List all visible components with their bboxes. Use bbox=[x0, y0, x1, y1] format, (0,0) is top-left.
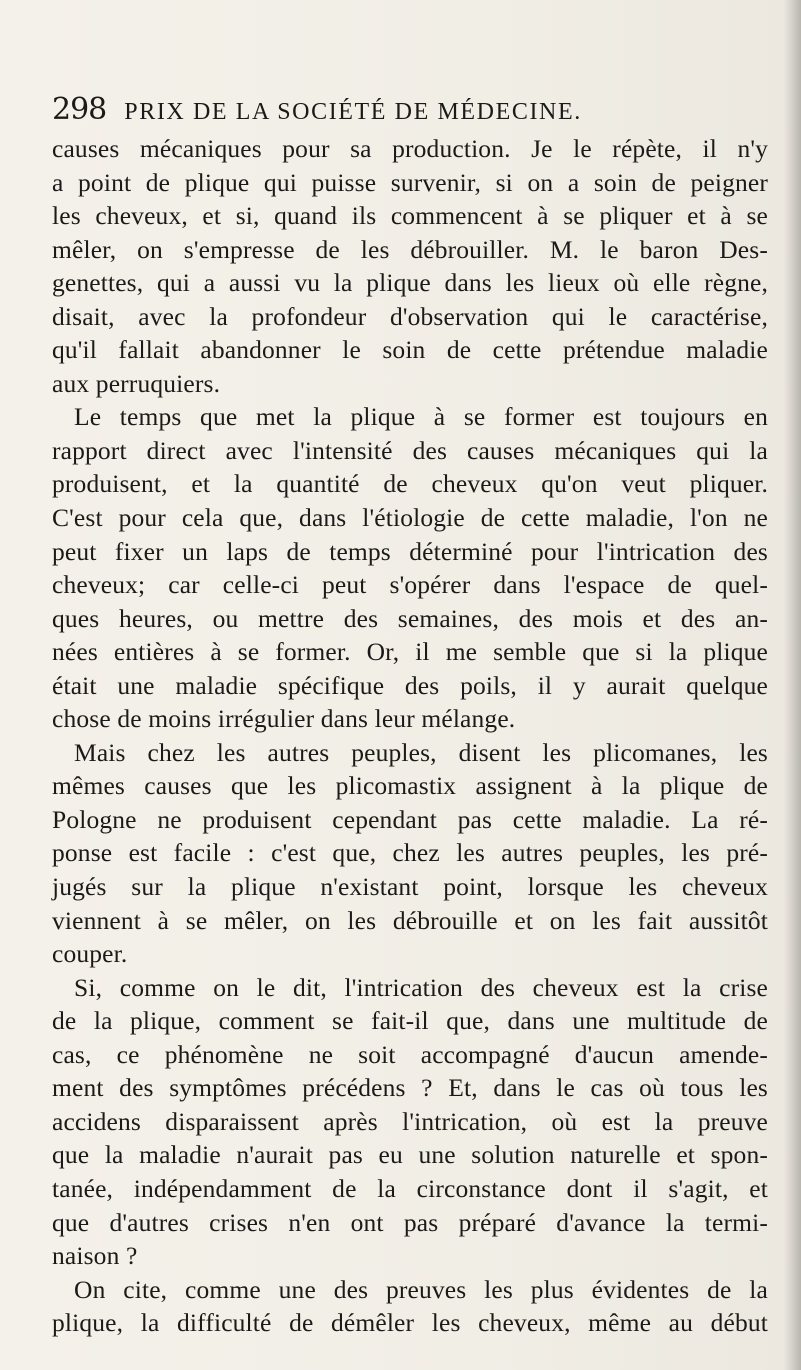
text-line: Le temps que met la plique à se former est toujours en bbox=[74, 402, 768, 432]
paragraph-end-line: aux perruquiers. bbox=[52, 368, 221, 398]
text-line: genettes, qui a aussi vu la plique dans les lieux où elle règne, bbox=[52, 268, 768, 298]
text-line: disait, avec la profondeur d'observation qui le caractérise, bbox=[52, 301, 768, 331]
paragraph-end-line: couper. bbox=[52, 939, 128, 969]
text-line: peut fixer un laps de temps déterminé pour l'intrication des bbox=[52, 536, 768, 566]
text-line: que la maladie n'aurait pas eu une solution naturelle et spon- bbox=[52, 1140, 768, 1170]
running-head-title: PRIX DE LA SOCIÉTÉ DE MÉDECINE. bbox=[124, 99, 582, 125]
text-line: plique, la difficulté de démêler les cheveux, même au début bbox=[52, 1308, 768, 1338]
text-line: On cite, comme une des preuves les plus évidentes de la bbox=[74, 1274, 768, 1304]
text-line: cheveux; car celle-ci peut s'opérer dans l'espace de quel- bbox=[52, 570, 768, 600]
text-line: viennent à se mêler, on les débrouille et on les fait aussitôt bbox=[52, 905, 768, 935]
text-line: mêler, on s'empresse de les débrouiller. M. le baron Des- bbox=[52, 234, 768, 264]
text-line: nées entières à se former. Or, il me semble que si la plique bbox=[52, 637, 768, 667]
page-number: 298 bbox=[52, 92, 107, 127]
text-line: cas, ce phénomène ne soit accompagné d'aucun amende- bbox=[52, 1039, 768, 1069]
text-line: mêmes causes que les plicomastix assignent à la plique de bbox=[52, 771, 768, 801]
paragraph-end-line: naison ? bbox=[52, 1241, 138, 1271]
text-line: Mais chez les autres peuples, disent les plicomanes, les bbox=[74, 737, 768, 767]
text-line: a point de plique qui puisse survenir, si on a soin de peigner bbox=[52, 167, 768, 197]
running-head bbox=[52, 92, 752, 130]
text-line: causes mécaniques pour sa production. Je le répète, il n'y bbox=[52, 134, 768, 163]
text-line: était une maladie spécifique des poils, il y aurait quelque bbox=[52, 670, 768, 700]
text-line: que d'autres crises n'en ont pas préparé d'avance la termi- bbox=[52, 1207, 768, 1237]
body-text bbox=[52, 132, 768, 1340]
text-line: Si, comme on le dit, l'intrication des cheveux est la crise bbox=[74, 972, 768, 1002]
text-line: produisent, et la quantité de cheveux qu'on veut pliquer. bbox=[52, 469, 768, 499]
page-edge-shadow bbox=[783, 0, 801, 1370]
text-line: ment des symptômes précédens ? Et, dans le cas où tous les bbox=[52, 1073, 768, 1103]
text-line: tanée, indépendamment de la circonstance dont il s'agit, et bbox=[52, 1173, 768, 1203]
text-line: jugés sur la plique n'existant point, lorsque les cheveux bbox=[52, 872, 768, 902]
text-line: ques heures, ou mettre des semaines, des mois et des an- bbox=[52, 603, 768, 633]
paragraph-end-line: chose de moins irrégulier dans leur mélange. bbox=[52, 704, 516, 734]
text-line: ponse est facile : c'est que, chez les autres peuples, les pré- bbox=[52, 838, 768, 868]
text-line: qu'il fallait abandonner le soin de cette prétendue maladie bbox=[52, 335, 768, 365]
text-line: rapport direct avec l'intensité des causes mécaniques qui la bbox=[52, 435, 768, 465]
text-line: Pologne ne produisent cependant pas cette maladie. La ré- bbox=[52, 804, 768, 834]
text-line: accidens disparaissent après l'intrication, où est la preuve bbox=[52, 1106, 768, 1136]
text-line: C'est pour cela que, dans l'étiologie de cette maladie, l'on ne bbox=[52, 503, 768, 533]
text-line: de la plique, comment se fait-il que, dans une multitude de bbox=[52, 1006, 768, 1036]
text-line: les cheveux, et si, quand ils commencent à se pliquer et à se bbox=[52, 201, 768, 231]
